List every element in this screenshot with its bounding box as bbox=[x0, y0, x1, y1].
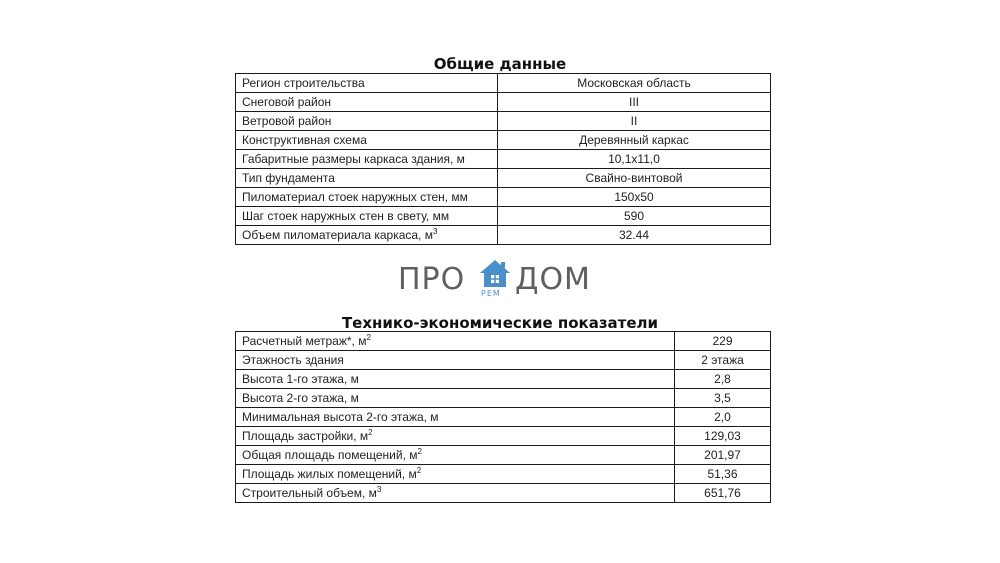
row-value: 590 bbox=[498, 207, 771, 226]
row-label: Ветровой район bbox=[236, 112, 498, 131]
logo-subtext: РЕМ bbox=[481, 289, 501, 298]
row-label: Площадь жилых помещений, $м^2$ bbox=[236, 465, 675, 484]
row-label: Общая площадь помещений, $м^2$ bbox=[236, 446, 675, 465]
row-value: II bbox=[498, 112, 771, 131]
row-label: Площадь застройки, $м^2$ bbox=[236, 427, 675, 446]
row-label: Конструктивная схема bbox=[236, 131, 498, 150]
table-row bbox=[236, 332, 771, 351]
table-row bbox=[236, 207, 771, 226]
row-value: 2,8 bbox=[675, 370, 771, 389]
table-row bbox=[236, 465, 771, 484]
table-row bbox=[236, 226, 771, 245]
table-row bbox=[236, 188, 771, 207]
logo-text-right: ДОМ bbox=[515, 262, 591, 297]
row-label: Минимальная высота 2-го этажа, м bbox=[236, 408, 675, 427]
table-row bbox=[236, 93, 771, 112]
row-value: 651,76 bbox=[675, 484, 771, 503]
row-value: Деревянный каркас bbox=[498, 131, 771, 150]
row-label: Этажность здания bbox=[236, 351, 675, 370]
table-row bbox=[236, 74, 771, 93]
row-value: Московская область bbox=[498, 74, 771, 93]
row-label: Снеговой район bbox=[236, 93, 498, 112]
house-icon bbox=[478, 258, 512, 290]
row-value: 129,03 bbox=[675, 427, 771, 446]
tech-indicators-title: Технико-экономические показатели bbox=[341, 314, 659, 332]
row-label: Объем пиломатериала каркаса, $м^3$ bbox=[236, 226, 498, 245]
row-value: 10,1x11,0 bbox=[498, 150, 771, 169]
row-value: 229 bbox=[675, 332, 771, 351]
row-label: Высота 2-го этажа, м bbox=[236, 389, 675, 408]
row-value: III bbox=[498, 93, 771, 112]
table-row bbox=[236, 408, 771, 427]
general-data-title: Общие данные bbox=[433, 55, 567, 73]
table-row bbox=[236, 150, 771, 169]
row-label: Расчетный метраж*, $м^2$ bbox=[236, 332, 675, 351]
table-row bbox=[236, 370, 771, 389]
logo-text-left: ПРО bbox=[398, 262, 466, 297]
table-row bbox=[236, 427, 771, 446]
table-row bbox=[236, 131, 771, 150]
row-value: 32.44 bbox=[498, 226, 771, 245]
row-value: Свайно-винтовой bbox=[498, 169, 771, 188]
row-label: Высота 1-го этажа, м bbox=[236, 370, 675, 389]
row-label: Габаритные размеры каркаса здания, м bbox=[236, 150, 498, 169]
table-row bbox=[236, 484, 771, 503]
row-label: Тип фундамента bbox=[236, 169, 498, 188]
table-row bbox=[236, 351, 771, 370]
prodom-logo bbox=[398, 258, 603, 300]
row-label: Строительный объем, $м^3$ bbox=[236, 484, 675, 503]
table-row bbox=[236, 169, 771, 188]
row-value: 2,0 bbox=[675, 408, 771, 427]
row-value: 150x50 bbox=[498, 188, 771, 207]
row-value: 3,5 bbox=[675, 389, 771, 408]
tech-indicators-table bbox=[235, 331, 771, 503]
table-row bbox=[236, 112, 771, 131]
row-label: Шаг стоек наружных стен в свету, мм bbox=[236, 207, 498, 226]
general-data-table bbox=[235, 73, 771, 245]
table-row bbox=[236, 446, 771, 465]
row-label: Регион строительства bbox=[236, 74, 498, 93]
table-row bbox=[236, 389, 771, 408]
row-value: 2 этажа bbox=[675, 351, 771, 370]
row-label: Пиломатериал стоек наружных стен, мм bbox=[236, 188, 498, 207]
row-value: 51,36 bbox=[675, 465, 771, 484]
row-value: 201,97 bbox=[675, 446, 771, 465]
